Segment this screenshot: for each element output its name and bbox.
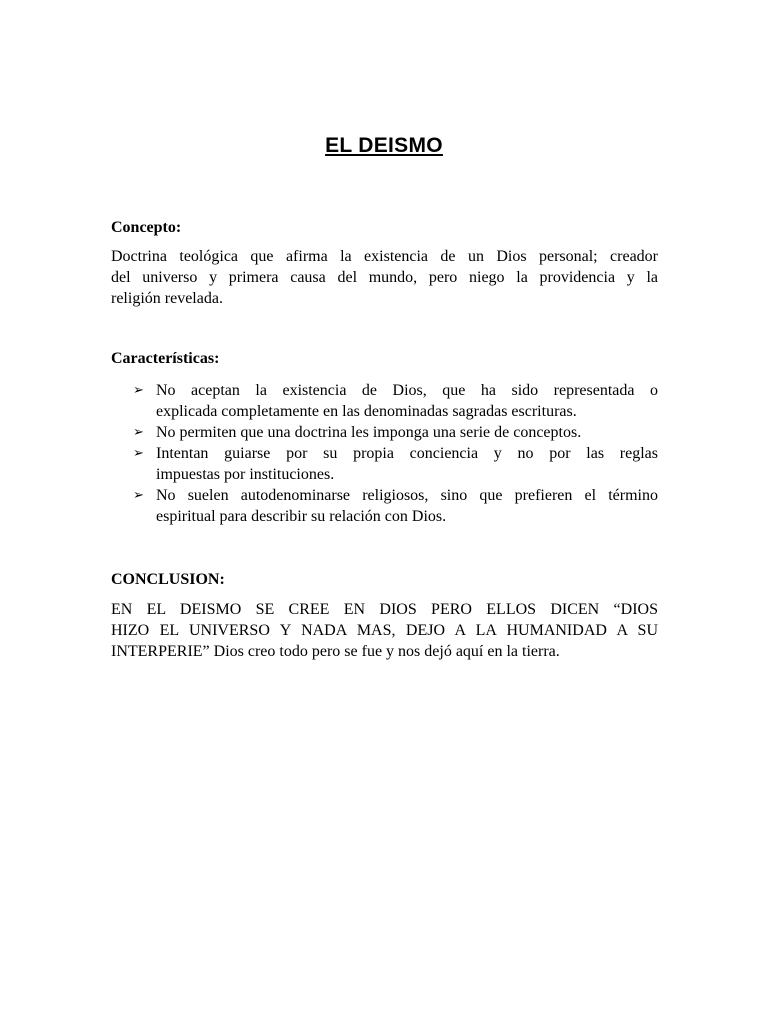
concepto-line: del universo y primera causa del mundo, pero niego la providencia y la [111,269,658,286]
caracteristicas-list [111,380,658,527]
list-item [111,422,658,443]
list-item-line: No aceptan la existencia de Dios, que ha sido representada o [156,382,658,399]
list-item-line: espiritual para describir su relación con Dios. [156,508,447,525]
arrow-bullet-icon: ➢ [133,383,144,398]
list-item [111,443,658,485]
list-item [111,380,658,422]
conclusion-line: INTERPERIE” Dios creo todo pero se fue y nos dejó aquí en la tierra. [111,643,560,660]
conclusion-paragraph [111,599,658,662]
list-item [111,485,658,527]
concepto-heading: Concepto: [111,219,182,236]
caracteristicas-heading: Características: [111,350,220,367]
conclusion-line: HIZO EL UNIVERSO Y NADA MAS, DEJO A LA HUMANIDAD A SU [111,622,658,639]
list-item-line: No suelen autodenominarse religiosos, sino que prefieren el término [156,487,658,504]
conclusion-heading: CONCLUSION: [111,571,225,588]
arrow-bullet-icon: ➢ [133,425,144,440]
arrow-bullet-icon: ➢ [133,446,144,461]
concepto-line: Doctrina teológica que afirma la existencia de un Dios personal; creador [111,248,658,265]
document-title: EL DEISMO [325,134,443,157]
arrow-bullet-icon: ➢ [133,488,144,503]
list-item-line: explicada completamente en las denominadas sagradas escrituras. [156,403,577,420]
list-item-line: No permiten que una doctrina les imponga una serie de conceptos. [156,424,582,441]
concepto-line: religión revelada. [111,290,223,307]
conclusion-line: EN EL DEISMO SE CREE EN DIOS PERO ELLOS DICEN “DIOS [111,601,658,618]
list-item-line: Intentan guiarse por su propia conciencia y no por las reglas [156,445,658,462]
concepto-paragraph [111,246,658,309]
list-item-line: impuestas por instituciones. [156,466,335,483]
